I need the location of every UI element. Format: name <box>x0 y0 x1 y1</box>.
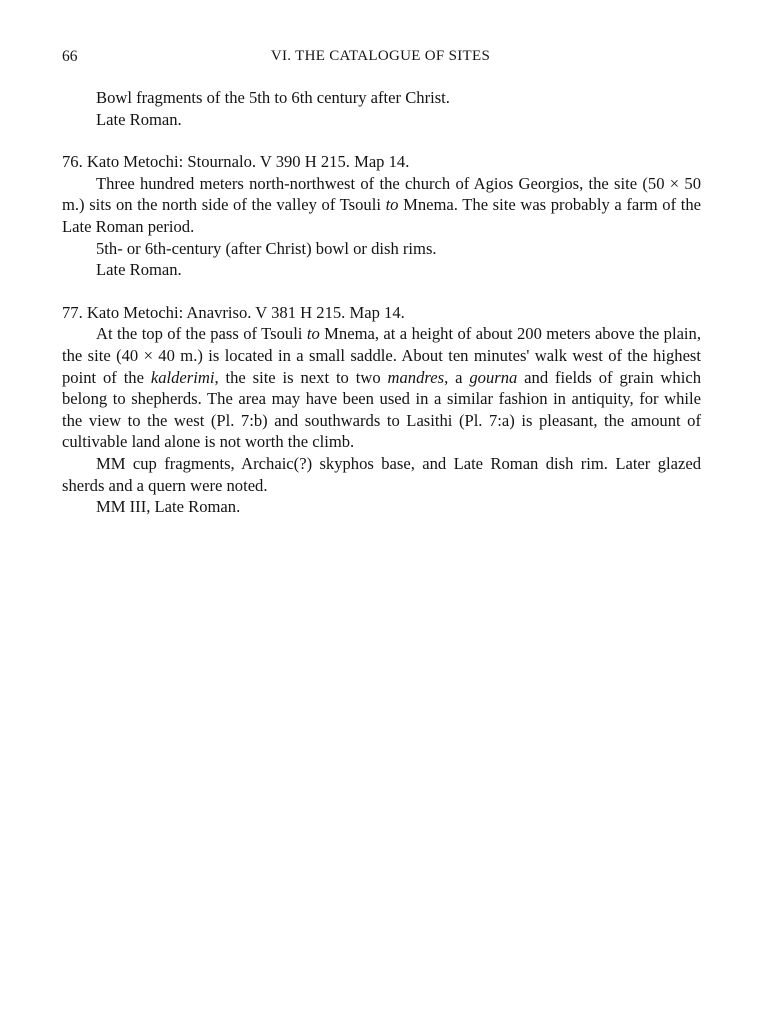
entry-77-desc-kalderimi: kalderimi <box>150 367 215 387</box>
entry-77-desc-to: to <box>306 324 320 344</box>
page-header <box>62 48 699 70</box>
entry-76-title: 76. Kato Metochi: Stournalo. V 390 H 215. Map 14. <box>62 152 410 172</box>
entry-77-title: 77. Kato Metochi: Anavriso. V 381 H 215. Map 14. <box>62 302 405 322</box>
entry-77-desc-part-5: and fields of grain which belong to shepherds. The area may have been used in a similar fashion in antiquity, for while the view to the west (Pl. 7:b) and southwards to Lasithi (Pl. 7:a) is pleasant, the amount of cultivable land alone is not worth the climb. <box>62 367 701 452</box>
entry-77-desc-part-3: , the site is next to two <box>214 367 388 387</box>
entry-77-desc-part-4: , a <box>444 367 470 387</box>
entry-76-finds: 5th- or 6th-century (after Christ) bowl or dish rims. <box>96 238 437 258</box>
entry-77-desc-gourna: gourna <box>469 367 518 387</box>
entry-77-desc-mandres: mandres <box>387 367 445 387</box>
page-body <box>62 87 701 518</box>
site-entry-77 <box>62 302 701 518</box>
running-head: VI. THE CATALOGUE OF SITES <box>270 48 491 64</box>
entry-77-desc-part-2: Mnema, at a height of about 200 meters above the plain, the site (40 × 40 m.) is located in a small saddle. About ten minutes' walk west of the highest point of the <box>62 324 701 387</box>
entry-76-description <box>62 173 701 238</box>
continuation-block <box>62 87 701 130</box>
entry-77-finds: MM cup fragments, Archaic(?) skyphos base, and Late Roman dish rim. Later glazed sherds and a quern were noted. <box>62 453 701 495</box>
entry-77-period: MM III, Late Roman. <box>96 497 241 517</box>
site-entry-76 <box>62 151 701 281</box>
entry-76-desc-part-2: Mnema. The site was probably a farm of the Late Roman period. <box>62 195 702 236</box>
entry-77-description <box>62 323 701 453</box>
page-number: 66 <box>62 48 78 65</box>
entry-76-period: Late Roman. <box>96 260 182 280</box>
continuation-period: Late Roman. <box>96 109 182 129</box>
entry-76-desc-to: to <box>385 195 399 215</box>
continuation-finds: Bowl fragments of the 5th to 6th century after Christ. <box>96 88 450 107</box>
entry-76-desc-part-1: Three hundred meters north-northwest of the church of Agios Georgios, the site (50 × 50 m.) sits on the north side of the valley of Tsouli <box>62 173 701 215</box>
entry-77-desc-part-1: At the top of the pass of Tsouli <box>96 324 307 344</box>
